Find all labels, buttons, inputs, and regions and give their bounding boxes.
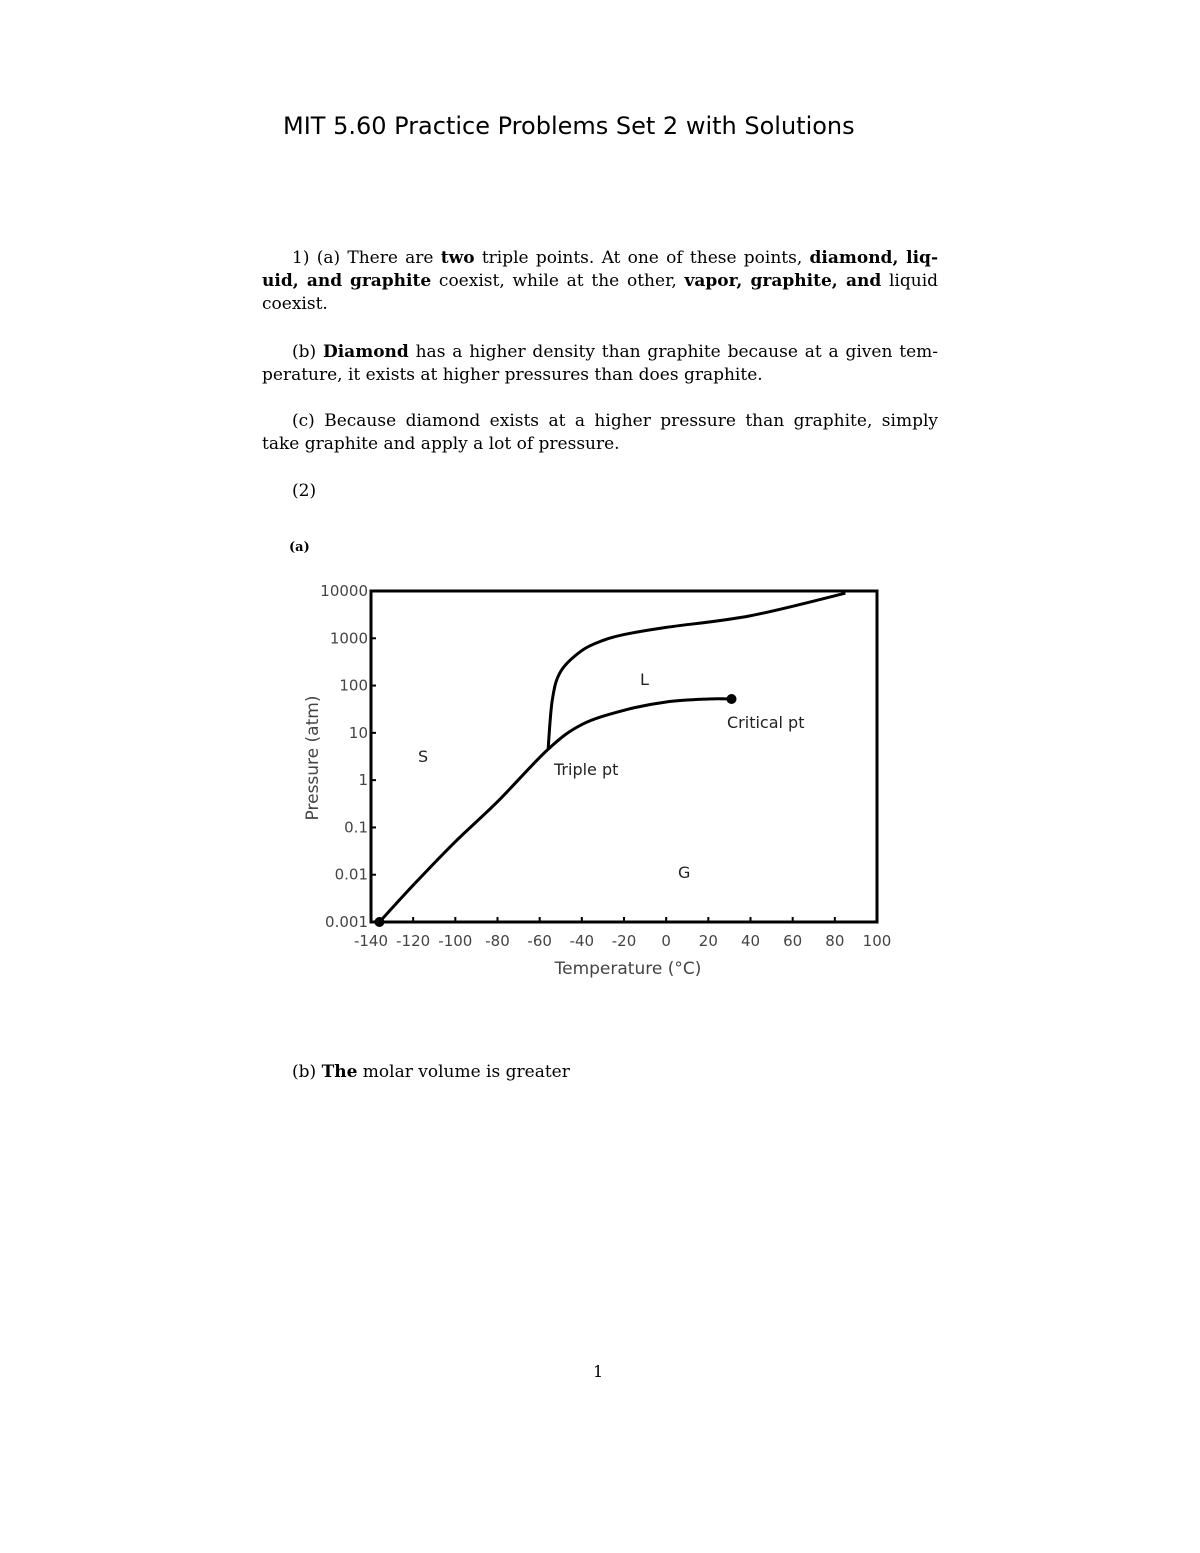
answer-2b-text: (b) [292,1062,322,1082]
critical-point-label: Critical pt [727,713,805,732]
answer-1b-text: has a higher density than graphite because at a given tem-perature, it exists at higher pressures than does graphite. [262,342,938,385]
bold-vapor: vapor [684,271,737,291]
x-tick-label: 40 [740,932,761,950]
y-tick-label: 10 [348,723,368,742]
region-label-l: L [640,670,649,689]
answer-2b [292,1062,570,1082]
x-tick-label: 20 [698,932,718,950]
answer-2b-text: molar volume is greater [357,1062,570,1082]
x-tick-label: -20 [611,932,637,950]
y-tick-label: 0.01 [334,865,368,884]
y-tick-label: 1000 [329,629,368,648]
bold-graphite: graphite [750,271,832,291]
answer-1b-text: (b) [292,342,323,362]
chart-points [374,694,736,927]
x-tick-label: -40 [569,932,595,950]
bold-diamond: Diamond [322,342,409,362]
bold-and: and [845,271,882,291]
answer-1a-text: liquid coexist. [262,271,939,314]
figure-label: (a) [289,540,310,555]
x-tick-label: 0 [661,932,671,950]
critical-point-marker [727,694,737,704]
x-tick-label: 100 [862,932,892,950]
x-tick-label: 80 [825,932,845,950]
region-label-g: G [678,863,691,882]
phase-curves [379,593,845,922]
y-axis-label: Pressure (atm) [303,695,323,821]
answer-1c [262,410,938,456]
document-title: MIT 5.60 Practice Problems Set 2 with Solutions [283,112,855,140]
bold-graphite: graphite [349,271,432,291]
bold-comma: , [736,271,751,291]
answer-1c-text: (c) Because diamond exists at a higher pressure than graphite, simply take graphite and apply a lot of pressure. [262,411,938,454]
x-tick-label: 60 [783,932,803,950]
problem-2-label: (2) [292,481,317,501]
triple-point-label: Triple pt [554,760,619,779]
y-tick-label: 0.001 [325,913,368,931]
phase-diagram-chart [296,578,906,988]
bold-and: and [306,271,343,291]
answer-1a [262,247,938,316]
y-tick-label: 10000 [320,582,368,600]
answer-1a-text: 1) (a) There are [292,248,441,268]
x-tick-label: -140 [353,932,389,950]
region-label-s: S [418,747,429,766]
x-tick-label: -100 [438,932,473,950]
bold-comma: , [831,271,846,291]
phase-boundary-line-1 [379,699,731,922]
answer-1a-text: coexist, while at the other, [431,271,685,291]
x-tick-label: -120 [396,932,431,950]
answer-1a-text: triple points. At one of these points, [474,248,810,268]
plot-frame [371,591,877,922]
bold-the: The [321,1062,358,1082]
answer-1b [262,341,938,387]
bold-diamond: diamond [809,248,893,268]
bold-liquid: , liq-uid, [262,248,938,291]
x-axis-label: Temperature (°C) [554,959,702,979]
y-axis-ticks [320,582,376,931]
page-number: 1 [593,1362,604,1381]
x-tick-label: -80 [485,932,510,950]
origin-point-marker [374,917,384,927]
y-tick-label: 1 [358,771,368,790]
bold-two: two [440,248,475,268]
y-tick-label: 100 [339,676,368,695]
y-tick-label: 0.1 [344,818,368,837]
x-tick-label: -60 [527,932,552,950]
